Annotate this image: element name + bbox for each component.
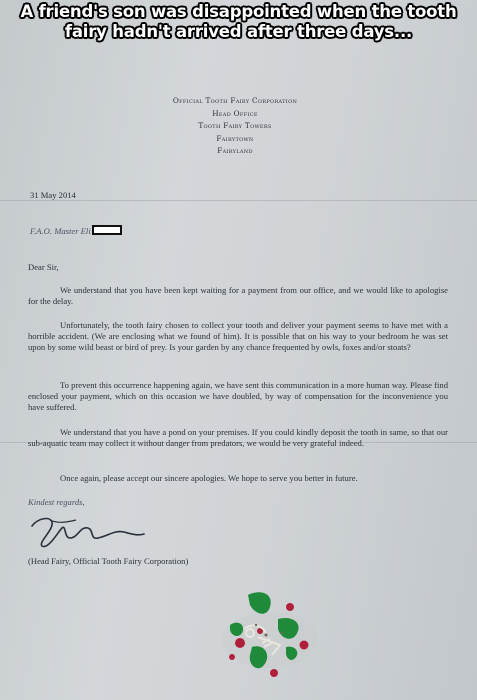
- letterhead-country: Fairyland: [217, 146, 253, 155]
- signature-scribble: [28, 512, 148, 554]
- letter-date: 31 May 2014: [30, 190, 76, 200]
- meme-caption: [0, 2, 477, 42]
- letter-paragraph: [28, 473, 448, 484]
- letter-paragraph: [28, 380, 448, 414]
- letter-closing: Kindest regards,: [28, 497, 85, 507]
- caption-line-2: fairy hadn't arrived after three days...: [64, 22, 413, 41]
- letter-salutation: Dear Sir,: [28, 262, 59, 272]
- letterhead-town: Fairytown: [216, 133, 254, 143]
- caption-line-1: A friend's son was disappointed when the tooth: [20, 2, 457, 21]
- letter-signatory: (Head Fairy, Official Tooth Fairy Corporation): [28, 556, 189, 566]
- letterhead: [140, 95, 330, 158]
- redacted-name-box: [92, 225, 122, 235]
- letterhead-office: Head Office: [212, 108, 258, 118]
- letter-paragraph: [28, 320, 448, 354]
- paragraph-2-text: Unfortunately, the tooth fairy chosen to collect your tooth and deliver your payment seems to have met with a horrible accident. (We are enclosing what we found of him). It is possible that on his way to your bedroom he was set upon by some wild beast or bird of prey. Is your garden by any chance frequented by owls, foxes and/or stoats?: [28, 320, 448, 353]
- paragraph-4-text: We understand that you have a pond on your premises. If you could kindly deposit the tooth in same, so that our sub-aquatic team may collect it without danger from predators, we would be very grateful indeed.: [28, 427, 448, 449]
- letter-paragraph: [28, 285, 448, 307]
- fairy-remains-illustration: [200, 585, 340, 700]
- letter-paragraph: [28, 427, 448, 449]
- letter-fao-text: F.A.O. Master Eli: [30, 226, 91, 236]
- letterhead-company: Official Tooth Fairy Corporation: [172, 96, 298, 105]
- letterhead-building: Tooth Fairy Towers: [198, 121, 272, 130]
- paragraph-5-text: Once again, please accept our sincere apologies. We hope to serve you better in future.: [60, 473, 358, 483]
- letter-fao: [30, 225, 122, 237]
- paragraph-1-text: We understand that you have been kept waiting for a payment from our office, and we would like to apologise for the delay.: [28, 285, 448, 307]
- paragraph-3-text: To prevent this occurrence happening again, we have sent this communication in a more human way. Please find enclosed your payment, which on this occasion we have doubled, by way of compensation for the inconvenience you have suffered.: [28, 380, 448, 413]
